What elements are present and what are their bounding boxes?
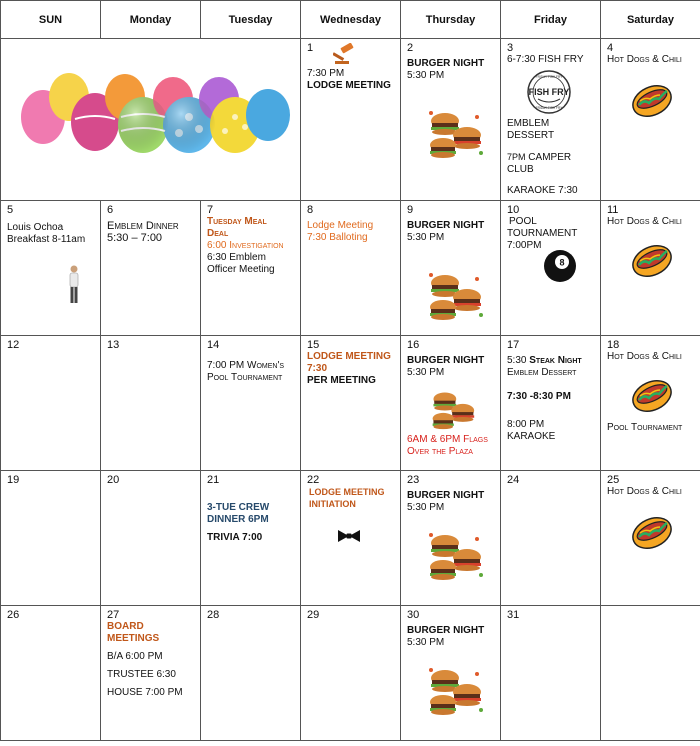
day-empty	[601, 606, 700, 741]
burger-icon	[425, 105, 485, 159]
event-line: PER MEETING	[307, 375, 376, 386]
eight-ball-number: 8	[559, 257, 565, 268]
day-10	[501, 201, 601, 336]
week-2	[1, 201, 700, 336]
day-20	[101, 471, 201, 606]
weekday-sat: Saturday	[601, 1, 700, 39]
gavel-icon	[333, 43, 357, 65]
day-number: 9	[407, 204, 414, 216]
day-21	[201, 471, 301, 606]
day-number: 21	[207, 474, 220, 486]
event-flags: 6AM & 6PM Flags	[407, 434, 488, 445]
hot-dog-icon	[629, 79, 675, 119]
event-line: LODGE MEETING	[309, 487, 385, 497]
event-line: Officer Meeting	[207, 264, 275, 275]
burger-icon	[425, 662, 485, 716]
week-5	[1, 606, 700, 741]
event-line: 5:30 – 7:00	[107, 232, 163, 244]
day-number: 12	[7, 339, 20, 351]
day-6	[101, 201, 201, 336]
event-line: BOARD	[107, 621, 144, 632]
day-5	[1, 201, 101, 336]
day-number: 4	[607, 42, 614, 54]
day-number: 28	[207, 609, 220, 621]
event-title: Hot Dogs & Chili	[607, 486, 682, 497]
day-2	[401, 39, 501, 201]
event-karaoke: KARAOKE 7:30	[507, 185, 578, 196]
event-line: 3-TUE CREW	[207, 502, 270, 513]
day-12	[1, 336, 101, 471]
event-line: INITIATION	[309, 499, 356, 509]
event-line: TOURNAMENT	[507, 228, 578, 239]
event-line: 6:30 Emblem	[207, 252, 266, 263]
event-title: BURGER NIGHT	[407, 625, 485, 636]
day-number: 11	[607, 204, 619, 216]
weekday-fri: Friday	[501, 1, 601, 39]
day-11	[601, 201, 700, 336]
event-time: 5:30 PM	[407, 367, 445, 378]
day-number: 14	[207, 339, 220, 351]
day-18	[601, 336, 700, 471]
week-3	[1, 336, 700, 471]
day-17	[501, 336, 601, 471]
burger-icon	[425, 267, 485, 321]
event-line: TRUSTEE 6:30	[107, 669, 176, 680]
event-title: BURGER NIGHT	[407, 220, 485, 231]
event-line: POOL	[509, 216, 537, 227]
event-emblem-dessert: Emblem Dessert	[507, 367, 577, 378]
weekday-thu: Thursday	[401, 1, 501, 39]
event-line: Louis Ochoa	[7, 222, 64, 233]
day-number: 17	[507, 339, 520, 351]
bow-tie-icon	[337, 529, 361, 543]
event-line: TRIVIA 7:00	[207, 532, 263, 543]
day-number: 22	[307, 474, 320, 486]
day-9	[401, 201, 501, 336]
week-1	[1, 39, 700, 201]
day-number: 24	[507, 474, 520, 486]
event-line: 7:00 PM Women's	[207, 360, 285, 371]
event-emblem-dessert: EMBLEM DESSERT	[507, 118, 555, 141]
day-number: 26	[7, 609, 20, 621]
week-4	[1, 471, 700, 606]
fish-fry-logo-ring-bottom: FRIDAY FISH FRY	[535, 106, 563, 110]
weekday-mon: Monday	[101, 1, 201, 39]
hot-dog-icon	[629, 511, 675, 551]
event-line: Lodge Meeting	[307, 220, 374, 231]
hot-dog-icon	[629, 374, 675, 414]
day-25	[601, 471, 700, 606]
hot-dog-icon	[629, 239, 675, 279]
day-4	[601, 39, 700, 201]
event-line: Emblem Dinner	[107, 220, 179, 232]
event-line: HOUSE 7:00 PM	[107, 687, 183, 698]
event-camper-club: CAMPER CLUB	[507, 152, 572, 175]
day-number: 30	[407, 609, 420, 621]
event-line: B/A 6:00 PM	[107, 651, 163, 662]
day-26	[1, 606, 101, 741]
event-flags: Over the Plaza	[407, 446, 473, 457]
weekday-header-row	[1, 1, 700, 39]
event-time-pm: PM	[555, 391, 571, 402]
day-number: 20	[107, 474, 120, 486]
event-time-pm: PM	[329, 68, 345, 79]
event-time: 7:30 -8:30	[507, 391, 554, 402]
event-fish-fry: 6-7:30 FISH FRY	[507, 54, 584, 65]
event-time: 7:30	[307, 68, 327, 79]
event-time: 8:00	[507, 419, 527, 430]
day-number: 15	[307, 339, 320, 351]
weekday-sun: SUN	[1, 1, 101, 39]
event-line: Breakfast 8-11am	[7, 234, 86, 245]
day-24	[501, 471, 601, 606]
day-31	[501, 606, 601, 741]
day-8	[301, 201, 401, 336]
event-title: BURGER NIGHT	[407, 490, 485, 501]
weekday-wed: Wednesday	[301, 1, 401, 39]
day-number: 7	[207, 204, 214, 216]
event-line: Tuesday Meal	[207, 216, 267, 227]
event-line: LODGE MEETING	[307, 351, 391, 362]
event-time-pm: PM	[529, 419, 545, 430]
event-title: LODGE MEETING	[307, 80, 391, 91]
day-23	[401, 471, 501, 606]
event-time: 5:30 PM	[407, 637, 445, 648]
day-29	[301, 606, 401, 741]
burger-icon	[427, 386, 479, 430]
event-line: Pool Tournament	[207, 372, 283, 383]
event-line: 7:30	[307, 363, 328, 374]
day-number: 2	[407, 42, 414, 54]
event-line: 7:30 Balloting	[307, 232, 368, 243]
day-13	[101, 336, 201, 471]
day-19	[1, 471, 101, 606]
weekday-tue: Tuesday	[201, 1, 301, 39]
fish-fry-logo-ring-top: FRIDAY FISH FRY	[535, 75, 563, 79]
day-number: 13	[107, 339, 120, 351]
event-line: DINNER 6PM	[207, 514, 269, 525]
day-7	[201, 201, 301, 336]
day-22	[301, 471, 401, 606]
event-title: Hot Dogs & Chili	[607, 351, 682, 362]
day-1	[301, 39, 401, 201]
day-number: 6	[107, 204, 114, 216]
burger-icon	[425, 527, 485, 581]
event-camper-time: 7PM	[507, 152, 526, 162]
day-14	[201, 336, 301, 471]
event-title: Hot Dogs & Chili	[607, 216, 682, 227]
event-time: 5:30 PM	[407, 502, 445, 513]
day-number: 31	[507, 609, 520, 621]
event-line: Deal	[207, 228, 229, 239]
day-number: 8	[307, 204, 314, 216]
day-number: 3	[507, 42, 514, 54]
event-karaoke: KARAOKE	[507, 431, 556, 442]
event-title: BURGER NIGHT	[407, 355, 485, 366]
event-time: 5:30 PM	[407, 70, 445, 81]
event-pool: Pool Tournament	[607, 422, 683, 433]
day-30	[401, 606, 501, 741]
easter-eggs-cell	[1, 39, 301, 201]
event-line: 7:00PM	[507, 240, 542, 251]
day-number: 5	[7, 204, 14, 216]
day-16	[401, 336, 501, 471]
eight-ball-icon	[543, 249, 577, 283]
event-title: Hot Dogs & Chili	[607, 54, 682, 65]
day-number: 16	[407, 339, 420, 351]
day-27	[101, 606, 201, 741]
easter-eggs-image	[13, 57, 293, 157]
day-28	[201, 606, 301, 741]
fish-fry-logo-text: FISH FRY	[528, 87, 570, 97]
event-line: 6:00 Investigation	[207, 240, 284, 251]
day-number: 18	[607, 339, 620, 351]
event-title: BURGER NIGHT	[407, 58, 485, 69]
person-icon	[67, 265, 81, 305]
day-15	[301, 336, 401, 471]
day-number: 1	[307, 42, 314, 54]
day-number: 27	[107, 609, 120, 621]
event-time: 5:30 PM	[407, 232, 445, 243]
fish-fry-logo	[526, 69, 572, 115]
day-number: 10	[507, 204, 520, 216]
day-number: 29	[307, 609, 320, 621]
event-steak-night: Steak Night	[529, 355, 582, 366]
event-time: 5:30	[507, 355, 527, 366]
event-line: MEETINGS	[107, 633, 160, 644]
day-number: 23	[407, 474, 420, 486]
day-number: 25	[607, 474, 620, 486]
day-3	[501, 39, 601, 201]
day-number: 19	[7, 474, 20, 486]
